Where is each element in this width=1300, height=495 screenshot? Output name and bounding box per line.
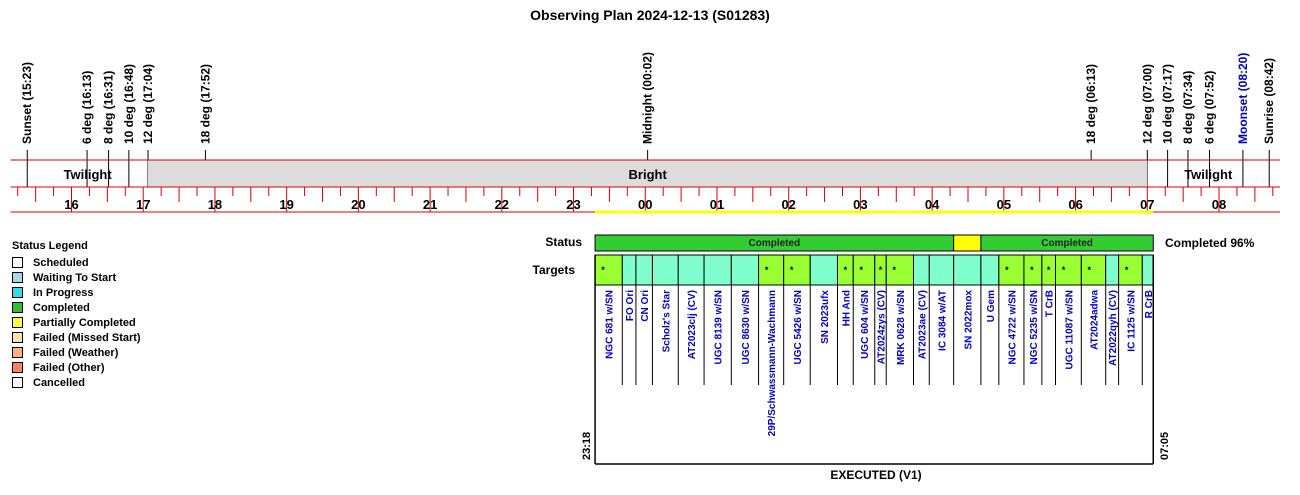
- end-time-label: 07:05: [1159, 431, 1171, 460]
- hour-label-04: 04: [924, 197, 940, 212]
- status-row-label: Status: [545, 235, 582, 249]
- legend-label: Partially Completed: [33, 316, 136, 329]
- event-11-label: 6 deg (07:52): [1202, 70, 1217, 144]
- legend-label: Scheduled: [33, 256, 89, 269]
- target-14-block: [913, 255, 929, 285]
- target-25-name: R CrB: [1143, 290, 1155, 319]
- target-5-name: UGC 8139 w/SN: [713, 290, 725, 365]
- target-7-mark: *: [764, 265, 769, 275]
- target-9-block: [810, 255, 837, 285]
- target-8-block: [784, 255, 811, 285]
- hour-label-01: 01: [709, 197, 725, 212]
- legend-label: Completed: [33, 301, 90, 314]
- legend-title: Status Legend: [12, 240, 88, 252]
- target-18-block: [999, 255, 1024, 285]
- legend-label: Failed (Missed Start): [33, 331, 141, 344]
- legend-swatch: [12, 377, 23, 388]
- event-7-label: 18 deg (06:13): [1084, 63, 1099, 144]
- status-segment-0-label: Completed: [748, 238, 801, 249]
- legend-label: Failed (Other): [33, 361, 105, 374]
- hour-label-02: 02: [781, 197, 796, 212]
- hour-label-07: 07: [1140, 197, 1155, 212]
- target-2-block: [636, 255, 652, 285]
- target-6-name: UGC 8630 w/SN: [740, 290, 752, 365]
- executed-footer: EXECUTED (V1): [830, 468, 922, 482]
- legend-item: [12, 315, 172, 330]
- target-0-name: NGC 681 w/SN: [604, 290, 616, 359]
- target-6-block: [731, 255, 758, 285]
- target-8-name: UGC 5426 w/SN: [792, 290, 804, 365]
- target-11-mark: *: [859, 265, 864, 275]
- target-0-mark: *: [601, 265, 605, 275]
- hour-label-16: 16: [64, 197, 79, 212]
- target-15-name: IC 3084 w/AT: [937, 290, 949, 351]
- target-22-name: AT2024adwa: [1089, 290, 1101, 350]
- legend-swatch: [12, 302, 23, 313]
- hour-label-23: 23: [566, 197, 581, 212]
- target-4-block: [678, 255, 704, 285]
- target-22-mark: *: [1087, 265, 1092, 275]
- legend-label: In Progress: [33, 286, 94, 299]
- target-24-block: [1119, 255, 1143, 285]
- target-20-name: T CrB: [1044, 290, 1056, 318]
- target-18-name: NGC 4722 w/SN: [1007, 290, 1019, 365]
- legend-item: [12, 375, 172, 390]
- legend-swatch: [12, 347, 23, 358]
- band-0-label: Twilight: [63, 167, 112, 182]
- target-19-name: NGC 5235 w/SN: [1028, 290, 1040, 365]
- target-13-mark: *: [892, 265, 896, 275]
- legend-swatch: [12, 257, 23, 268]
- status-segment-2-label: Completed: [1041, 238, 1093, 249]
- hour-axis: [11, 187, 1280, 212]
- status-bar: [595, 235, 1153, 251]
- target-21-block: [1055, 255, 1081, 285]
- event-2-label: 8 deg (16:31): [101, 70, 116, 144]
- target-9-name: SN 2023ufx: [819, 290, 831, 344]
- hour-label-05: 05: [996, 197, 1012, 212]
- event-6-label: Midnight (00:02): [640, 52, 655, 144]
- legend-item: [12, 270, 172, 285]
- target-12-mark: *: [878, 265, 883, 275]
- targets-timeline: [595, 255, 1155, 464]
- event-8-label: 12 deg (07:00): [1140, 63, 1155, 144]
- legend-items: [12, 255, 172, 390]
- legend-item: [12, 300, 172, 315]
- target-19-mark: *: [1030, 265, 1034, 275]
- hour-label-21: 21: [422, 197, 438, 212]
- event-0-label: Sunset (15:23): [20, 61, 35, 144]
- target-11-block: [853, 255, 875, 285]
- hour-label-19: 19: [279, 197, 294, 212]
- target-10-mark: *: [843, 265, 848, 275]
- target-3-block: [652, 255, 678, 285]
- event-5-label: 18 deg (17:52): [198, 63, 213, 144]
- legend-item: [12, 255, 172, 270]
- start-time-label: 23:18: [581, 431, 593, 460]
- legend-item: [12, 345, 172, 360]
- target-13-name: MRK 0628 w/SN: [895, 290, 907, 366]
- legend-label: Failed (Weather): [33, 346, 119, 359]
- event-10-label: 8 deg (07:34): [1180, 70, 1195, 144]
- event-13-label: Sunrise (08:42): [1262, 57, 1277, 144]
- target-20-mark: *: [1046, 265, 1051, 275]
- legend-label: Waiting To Start: [33, 271, 117, 284]
- target-16-name: SN 2022mox: [963, 290, 975, 350]
- event-9-label: 10 deg (07:17): [1160, 63, 1175, 144]
- legend-item: [12, 360, 172, 375]
- target-7-name: 29P/Schwassmann-Wachmann: [767, 290, 779, 437]
- hour-label-20: 20: [351, 197, 366, 212]
- target-15-block: [929, 255, 953, 285]
- status-summary: Completed 96%: [1165, 236, 1255, 250]
- legend-swatch: [12, 317, 23, 328]
- sky-bands: [11, 160, 1280, 187]
- hour-label-22: 22: [494, 197, 510, 212]
- target-13-block: [886, 255, 913, 285]
- target-2-name: CN Ori: [640, 290, 652, 322]
- legend-swatch: [12, 272, 23, 283]
- target-1-block: [622, 255, 636, 285]
- band-1-label: Bright: [628, 167, 667, 182]
- target-16-block: [954, 255, 981, 285]
- target-1-name: FO Ori: [625, 290, 637, 322]
- event-1-label: 6 deg (16:13): [80, 70, 95, 144]
- target-12-name: AT2024zys (CV): [876, 290, 888, 365]
- target-24-mark: *: [1124, 265, 1129, 275]
- legend-swatch: [12, 287, 23, 298]
- target-5-block: [704, 255, 731, 285]
- legend-swatch: [12, 332, 23, 343]
- event-12-label: Moonset (08:20): [1235, 52, 1250, 144]
- hour-label-06: 06: [1068, 197, 1083, 212]
- target-25-block: [1142, 255, 1153, 285]
- target-23-name: AT2022qyh (CV): [1108, 290, 1120, 366]
- target-4-name: AT2023clj (CV): [687, 290, 699, 360]
- target-23-block: [1106, 255, 1119, 285]
- target-0-block: [595, 255, 622, 285]
- target-14-name: AT2023ae (CV): [917, 290, 929, 360]
- target-21-name: UGC 11087 w/SN: [1064, 290, 1076, 370]
- band-2-label: Twilight: [1184, 167, 1233, 182]
- hour-label-00: 00: [638, 197, 653, 212]
- hour-label-18: 18: [207, 197, 223, 212]
- event-4-label: 12 deg (17:04): [141, 63, 156, 144]
- status-segment-1: [954, 235, 981, 251]
- target-17-block: [981, 255, 999, 285]
- legend-item: [12, 285, 172, 300]
- hour-label-17: 17: [135, 197, 151, 212]
- event-3-label: 10 deg (16:48): [121, 63, 136, 144]
- hour-label-03: 03: [853, 197, 868, 212]
- hour-label-08: 08: [1211, 197, 1227, 212]
- target-11-name: UGC 604 w/SN: [860, 290, 872, 359]
- target-22-block: [1081, 255, 1105, 285]
- targets-row-label: Targets: [532, 263, 575, 277]
- legend-swatch: [12, 362, 23, 373]
- chart-title: Observing Plan 2024-12-13 (S01283): [530, 7, 770, 23]
- legend-label: Cancelled: [33, 376, 85, 389]
- target-10-name: HH And: [841, 290, 853, 327]
- target-7-block: [759, 255, 784, 285]
- status-legend: [12, 240, 172, 390]
- legend-item: [12, 330, 172, 345]
- target-18-mark: *: [1005, 265, 1009, 275]
- target-17-name: U Gem: [985, 290, 997, 323]
- target-21-mark: *: [1061, 265, 1066, 275]
- target-3-name: Scholz's Star: [661, 290, 673, 353]
- target-8-mark: *: [789, 265, 794, 275]
- target-24-name: IC 1125 w/SN: [1126, 290, 1138, 352]
